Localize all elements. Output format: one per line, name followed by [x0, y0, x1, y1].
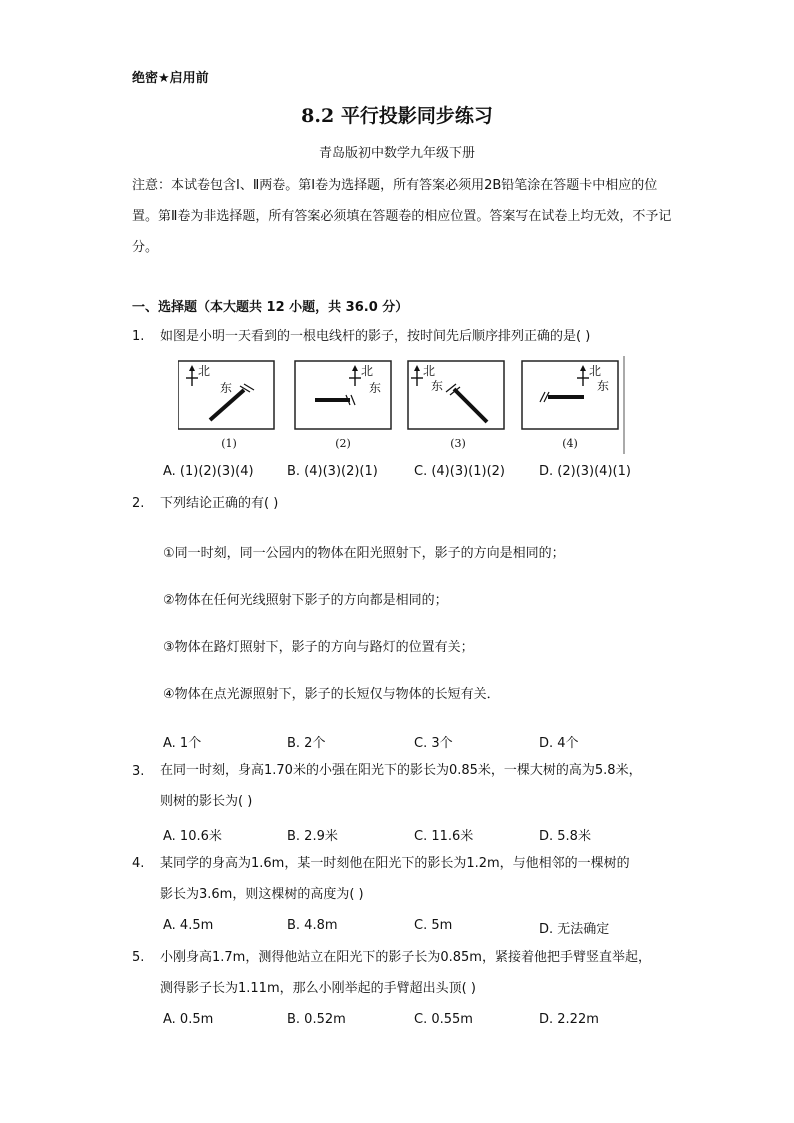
caption-1: (1): [221, 437, 237, 450]
q5-option-a[interactable]: A. 0.5m: [163, 1012, 214, 1027]
q2-option-a[interactable]: A. 1个: [163, 736, 202, 751]
north-label: 北: [361, 364, 374, 378]
q2-statement-1: ①同一时刻，同一公园内的物体在阳光照射下，影子的方向是相同的；: [163, 546, 565, 561]
section-title: 一、选择题（本大题共 12 小题，共 36.0 分）: [132, 300, 409, 315]
secret-label: 绝密★启用前: [132, 71, 209, 86]
q1-option-b[interactable]: B. (4)(3)(2)(1): [287, 464, 378, 479]
exam-note: 注意：本试卷包含Ⅰ、Ⅱ两卷。第Ⅰ卷为选择题，所有答案必须用2B铅笔涂在答题卡中相应的位置。第Ⅱ卷为非选择题，所有答案必须填在答题卷的相应位置。答案写在试卷上均无效，不予记分。: [132, 178, 672, 255]
shadow-figure-group: [178, 356, 628, 456]
q4-option-b[interactable]: B. 4.8m: [287, 918, 338, 933]
question-3-line2: 则树的影长为( ): [160, 794, 253, 809]
question-3-line1: 在同一时刻，身高1.70米的小强在阳光下的影长为0.85米，一棵大树的高为5.8米，: [160, 763, 642, 778]
question-3-number: 3.: [132, 764, 145, 779]
north-label: 北: [589, 364, 602, 378]
question-4-line1: 某同学的身高为1.6m，某一时刻他在阳光下的影长为1.2m，与他相邻的一棵树的: [160, 856, 630, 871]
shadow-panel-2: [295, 361, 391, 450]
q2-option-d[interactable]: D. 4个: [539, 736, 579, 751]
q3-option-a[interactable]: A. 10.6米: [163, 829, 222, 844]
q5-option-d[interactable]: D. 2.22m: [539, 1012, 599, 1027]
q3-option-c[interactable]: C. 11.6米: [414, 829, 474, 844]
q2-statement-4: ④物体在点光源照射下，影子的长短仅与物体的长短有关．: [163, 687, 500, 702]
shadow-panel-3: [408, 361, 504, 450]
question-5-number: 5.: [132, 950, 145, 965]
shadow-panel-4: [522, 361, 618, 450]
pole-shadow: [454, 389, 487, 422]
east-label: 东: [220, 381, 233, 395]
east-label: 东: [597, 379, 610, 393]
shadow-panel-1: [178, 361, 274, 450]
question-5-line2: 测得影子长为1.11m，那么小刚举起的手臂超出头顶( ): [160, 981, 476, 996]
q1-option-c[interactable]: C. (4)(3)(1)(2): [414, 464, 505, 479]
caption-2: (2): [335, 437, 351, 450]
east-label: 东: [431, 379, 444, 393]
question-1-number: 1.: [132, 329, 145, 344]
q1-option-a[interactable]: A. (1)(2)(3)(4): [163, 464, 254, 479]
question-4-number: 4.: [132, 856, 145, 871]
q4-option-c[interactable]: C. 5m: [414, 918, 453, 933]
q2-option-c[interactable]: C. 3个: [414, 736, 453, 751]
question-5-line1: 小刚身高1.7m，测得他站立在阳光下的影子长为0.85m，紧接着他把手臂竖直举起，: [160, 950, 651, 965]
q4-option-a[interactable]: A. 4.5m: [163, 918, 214, 933]
q1-option-d[interactable]: D. (2)(3)(4)(1): [539, 464, 631, 479]
q2-option-b[interactable]: B. 2个: [287, 736, 326, 751]
q5-option-c[interactable]: C. 0.55m: [414, 1012, 473, 1027]
q3-option-d[interactable]: D. 5.8米: [539, 829, 591, 844]
compass-icon: [577, 365, 589, 386]
compass-icon: [186, 365, 198, 386]
question-2-text: 下列结论正确的有( ): [160, 496, 279, 511]
north-label: 北: [423, 364, 436, 378]
question-4-line2: 影长为3.6m，则这棵树的高度为( ): [160, 887, 364, 902]
q2-statement-2: ②物体在任何光线照射下影子的方向都是相同的；: [163, 593, 448, 608]
q5-option-b[interactable]: B. 0.52m: [287, 1012, 346, 1027]
question-1-text: 如图是小明一天看到的一根电线杆的影子，按时间先后顺序排列正确的是( ): [160, 329, 591, 344]
caption-4: (4): [562, 437, 578, 450]
page-title: 8.2 平行投影同步练习: [301, 105, 493, 127]
north-label: 北: [198, 364, 211, 378]
east-label: 东: [369, 381, 382, 395]
compass-icon: [349, 365, 361, 386]
q4-option-d[interactable]: D. 无法确定: [539, 922, 610, 937]
q3-option-b[interactable]: B. 2.9米: [287, 829, 338, 844]
q2-statement-3: ③物体在路灯照射下，影子的方向与路灯的位置有关；: [163, 640, 474, 655]
compass-icon: [411, 365, 423, 386]
page-subtitle: 青岛版初中数学九年级下册: [318, 146, 475, 161]
caption-3: (3): [450, 437, 466, 450]
question-2-number: 2.: [132, 496, 145, 511]
